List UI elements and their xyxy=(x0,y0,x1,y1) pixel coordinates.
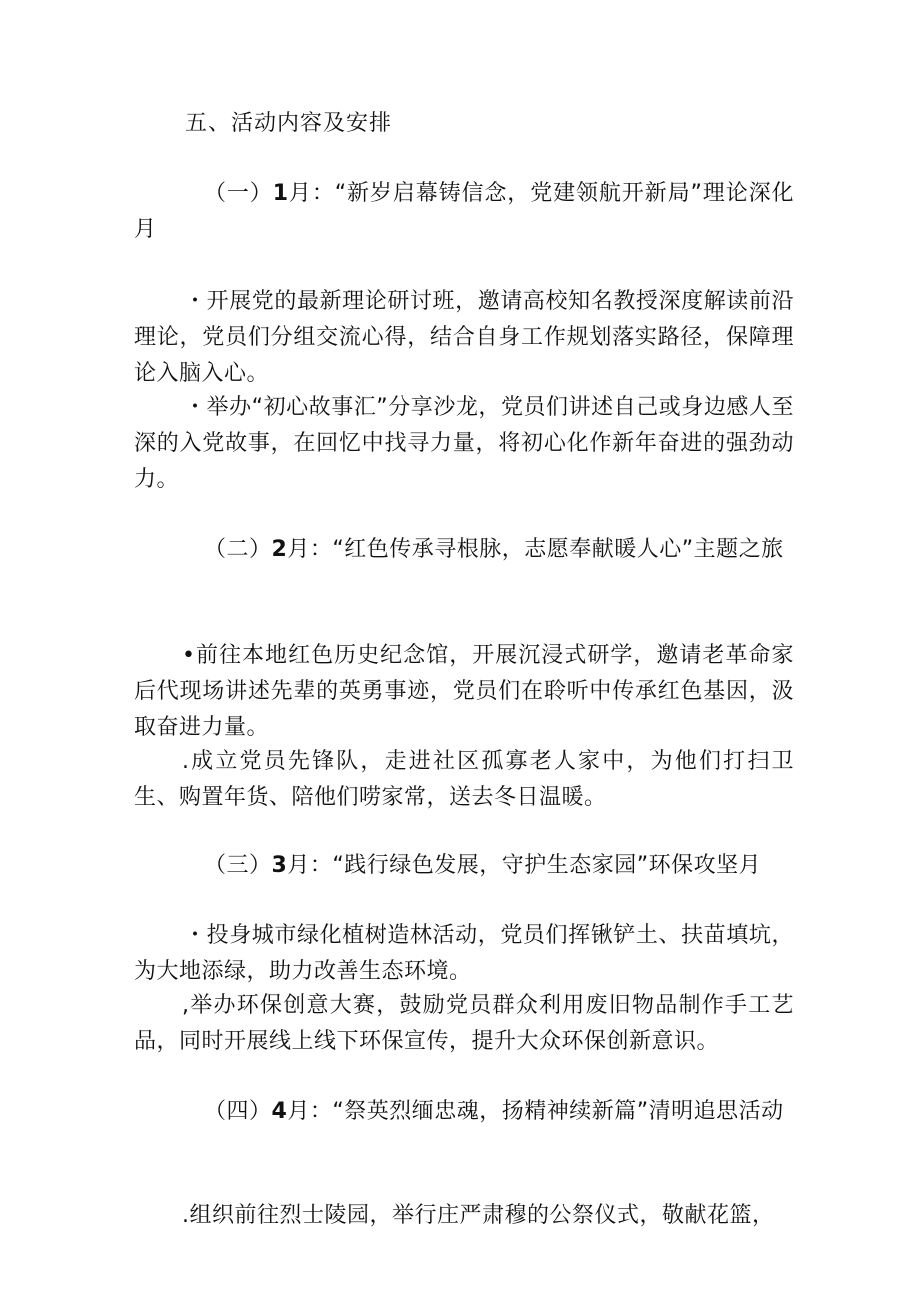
list-item: •前往本地红色历史纪念馆，开展沉浸式研学，邀请老革命家后代现场讲述先辈的英勇事迹，党员们在聆听中传承红色基因，汲取奋进力量。 xyxy=(134,643,794,740)
subsection-title-1: （一）1月：“新岁启幕铸信念，党建领航开新局”理论深化月 xyxy=(134,181,794,242)
list-item: .组织前往烈士陵园，举行庄严肃穆的公祭仪式，敬献花篮， xyxy=(182,1203,775,1228)
subsection-title-4: （四）4月：“祭英烈缅忠魂，扬精神续新篇”清明追思活动 xyxy=(204,1099,784,1124)
subsection-title-2: （二）2月：“红色传承寻根脉，志愿奉献暖人心”主题之旅 xyxy=(204,537,784,562)
list-item: ・开展党的最新理论研讨班，邀请高校知名教授深度解读前沿理论，党员们分组交流心得，结合自身工作规划落实路径，保障理论入脑入心。 xyxy=(134,289,794,386)
list-item: ・举办“初心故事汇”分享沙龙，党员们讲述自己或身边感人至深的入党故事，在回忆中找寻力量，将初心化作新年奋进的强劲动力。 xyxy=(134,395,794,492)
list-item: .成立党员先锋队，走进社区孤寡老人家中，为他们打扫卫生、购置年货、陪他们唠家常，送去冬日温暖。 xyxy=(134,749,794,810)
section-heading: 五、活动内容及安排 xyxy=(185,111,393,136)
list-item: ・投身城市绿化植树造林活动，党员们挥锹铲土、扶苗填坑，为大地添绿，助力改善生态环境。 xyxy=(134,923,794,984)
list-item: ,举办环保创意大赛，鼓励党员群众利用废旧物品制作手工艺品，同时开展线上线下环保宣传，提升大众环保创新意识。 xyxy=(134,993,794,1054)
subsection-title-3: （三）3月：“践行绿色发展，守护生态家园”环保攻坚月 xyxy=(204,853,762,878)
